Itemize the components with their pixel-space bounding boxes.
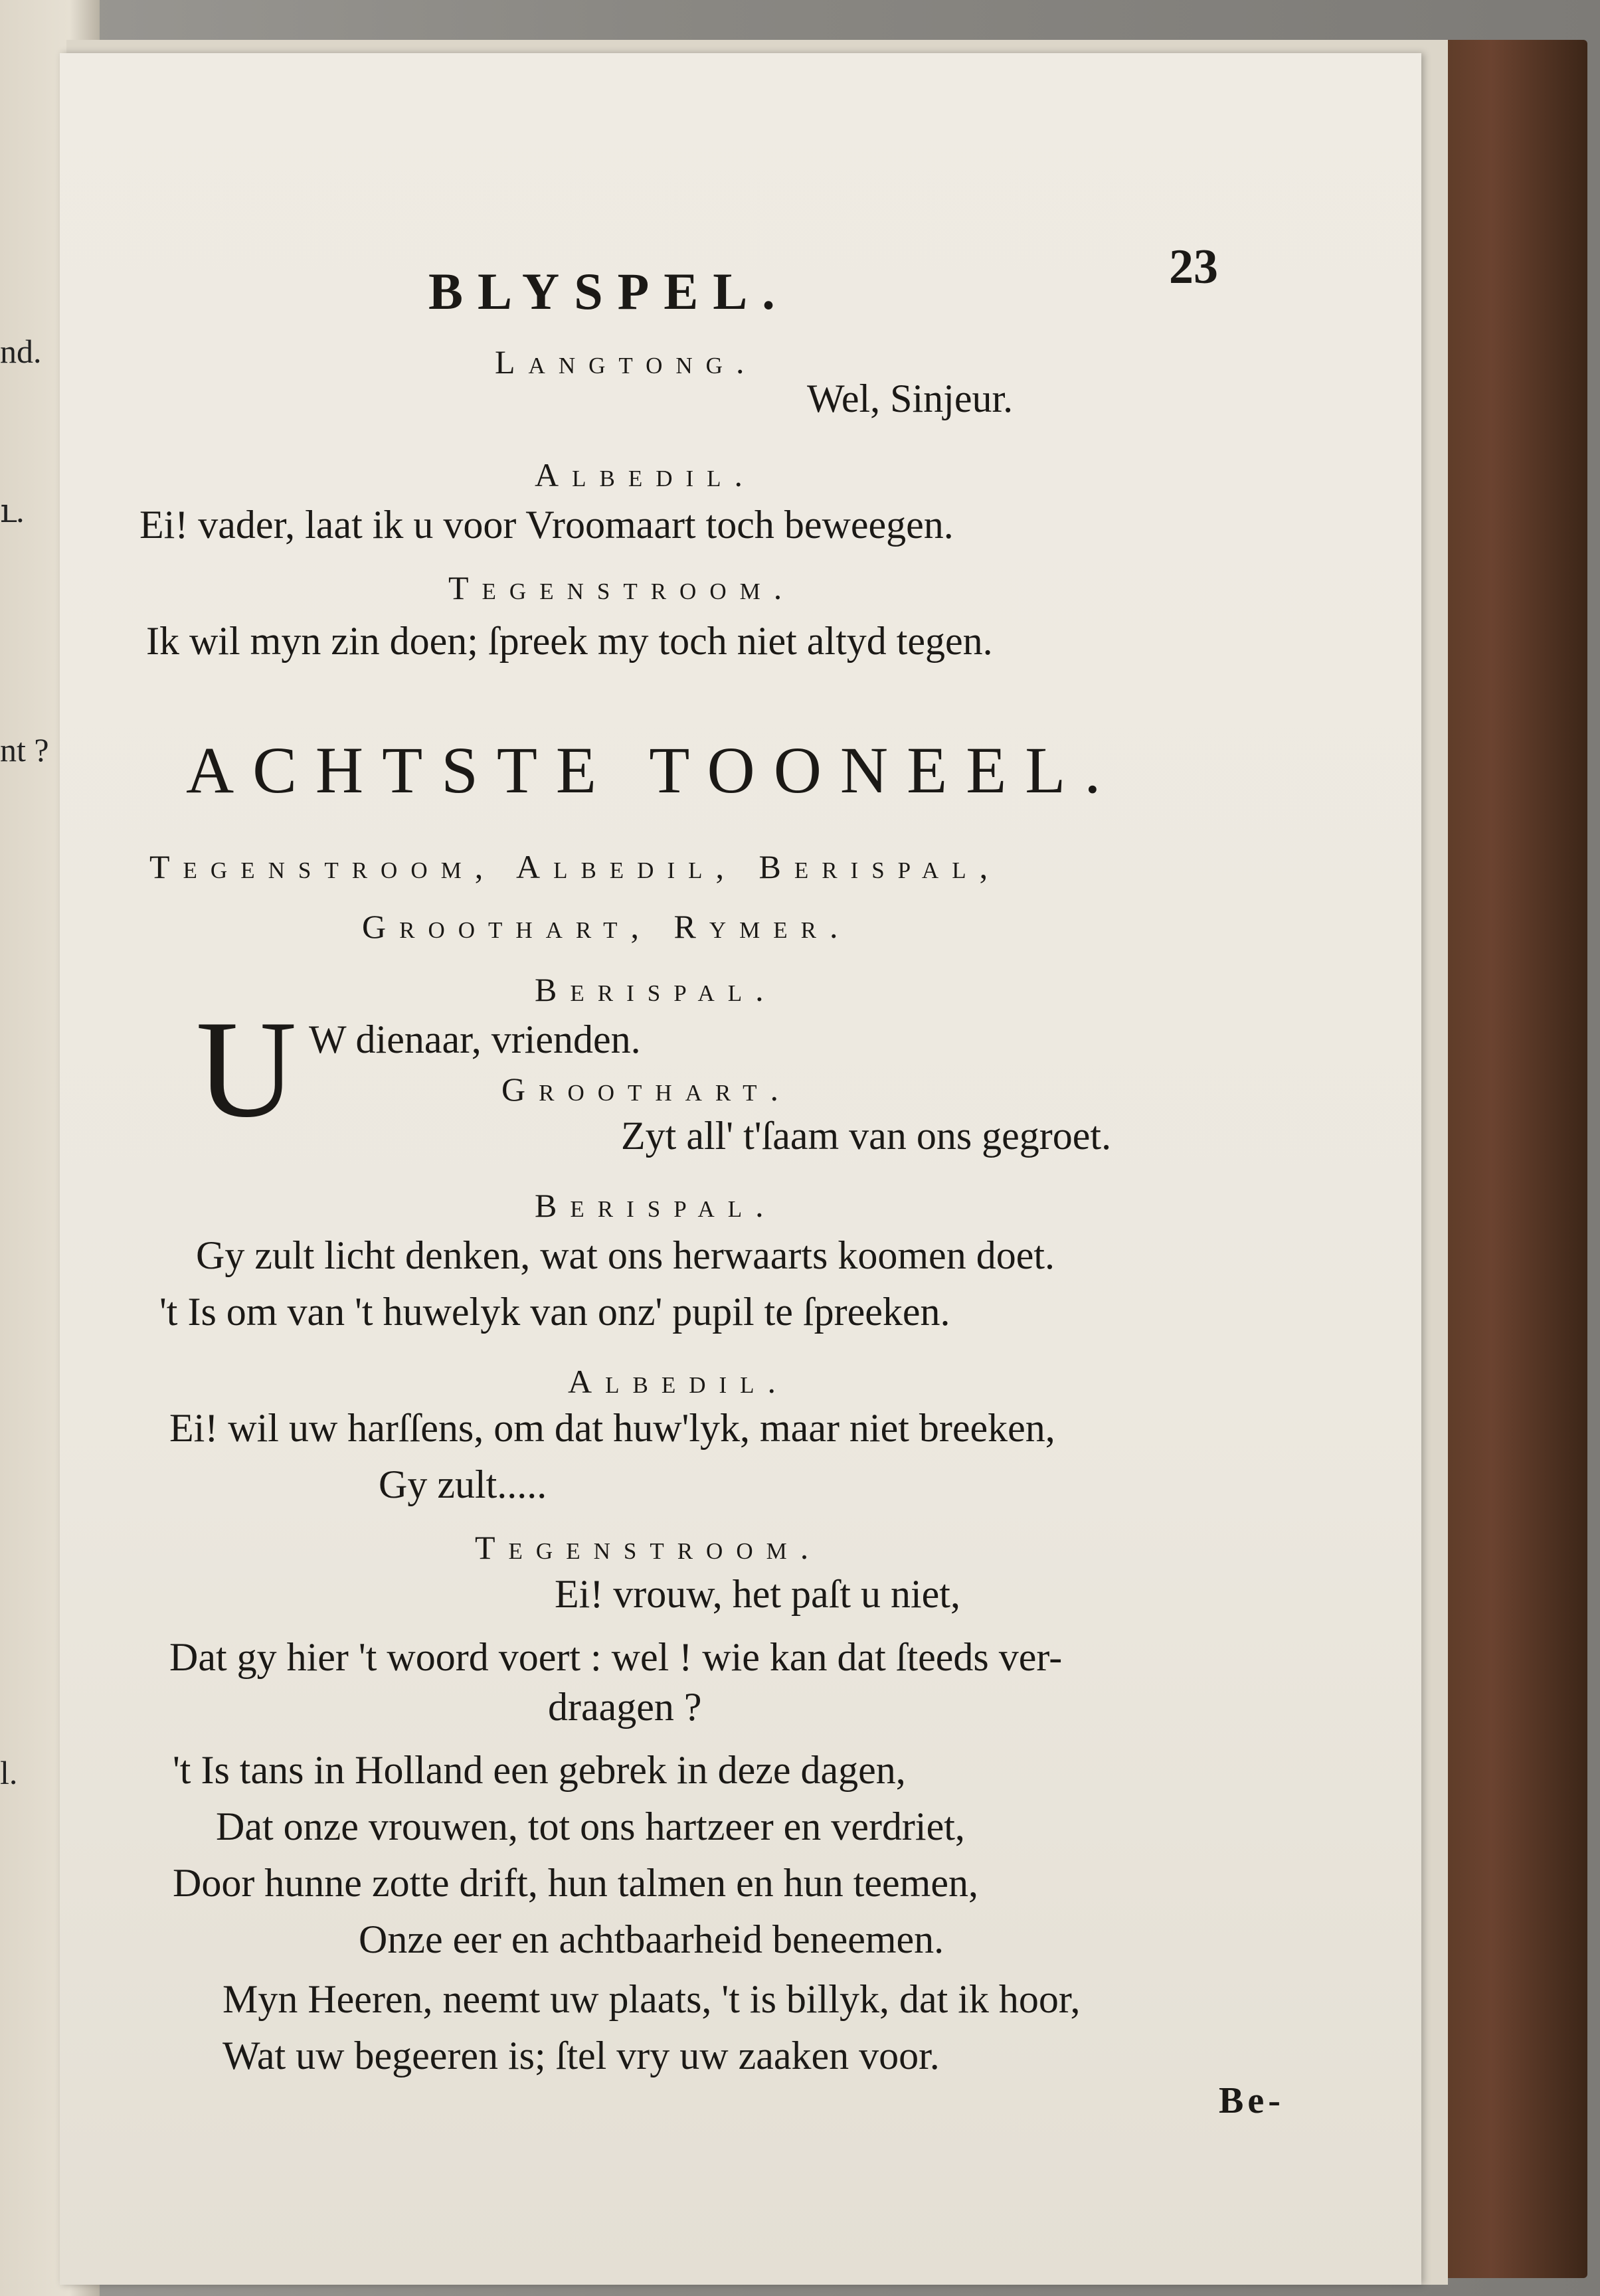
book-page — [60, 53, 1421, 2285]
verse-line: Zyt all' t'ſaam van ons gegroet. — [621, 1114, 1112, 1158]
verse-line: 't Is om van 't huwelyk van onz' pupil te ſpreeken. — [159, 1290, 950, 1334]
cast-list: Tegenstroom, Albedil, Berispal, — [149, 848, 1002, 885]
scene-title: ACHTSTE TOONEEL. — [186, 733, 1120, 807]
verse-line: Ei! vader, laat ik u voor Vroomaart toch beweegen. — [139, 503, 954, 547]
speaker-name: Berispal. — [535, 1187, 777, 1224]
verse-line: Ei! vrouw, het paſt u niet, — [555, 1572, 960, 1616]
speaker-name: Groothart. — [501, 1071, 792, 1108]
verse-line: Ei! wil uw harſſens, om dat huw'lyk, maar niet breeken, — [169, 1406, 1055, 1450]
verse-line: Door hunne zotte drift, hun talmen en hun teemen, — [173, 1861, 978, 1905]
page-number: 23 — [1169, 240, 1218, 294]
verse-line: Wel, Sinjeur. — [807, 377, 1014, 420]
cast-list: Groothart, Rymer. — [362, 908, 851, 945]
speaker-name: Albedil. — [568, 1363, 790, 1400]
speaker-name: Albedil. — [535, 456, 756, 493]
drop-cap: U — [196, 992, 297, 1146]
verse-line: Ik wil myn zin doen; ſpreek my toch niet altyd tegen. — [146, 619, 993, 663]
speaker-name: Tegenstroom. — [475, 1529, 822, 1566]
verse-line: Gy zult..... — [379, 1462, 547, 1506]
verse-line: W dienaar, vrienden. — [309, 1017, 641, 1061]
speaker-name: Langtong. — [495, 343, 758, 381]
verse-line: 't Is tans in Holland een gebrek in deze dagen, — [173, 1748, 906, 1792]
verse-line: Gy zult licht denken, wat ons herwaarts koomen doet. — [196, 1233, 1055, 1277]
verse-line: Onze eer en achtbaarheid beneemen. — [359, 1917, 944, 1961]
verse-line: Wat uw begeeren is; ſtel vry uw zaaken voor. — [222, 2034, 940, 2077]
verse-line: Dat onze vrouwen, tot ons hartzeer en verdriet, — [216, 1805, 965, 1848]
verse-line: Dat gy hier 't woord voert : wel ! wie kan dat ſteeds ver- — [169, 1635, 1063, 1679]
speaker-name: Tegenstroom. — [448, 569, 796, 606]
book-binding — [1428, 40, 1587, 2278]
verse-line: Myn Heeren, neemt uw plaats, 't is billyk, dat ik hoor, — [222, 1977, 1081, 2021]
catchword: Be- — [1219, 2080, 1285, 2121]
speaker-name: Berispal. — [535, 971, 777, 1008]
running-head: BLYSPEL. — [428, 262, 790, 320]
verse-line: draagen ? — [548, 1685, 702, 1729]
left-page-fragment: ւ. — [0, 492, 25, 529]
left-page-fragment: l. — [0, 1754, 18, 1791]
left-page-fragment: nt ? — [0, 731, 49, 768]
left-page-fragment: nd. — [0, 333, 42, 370]
